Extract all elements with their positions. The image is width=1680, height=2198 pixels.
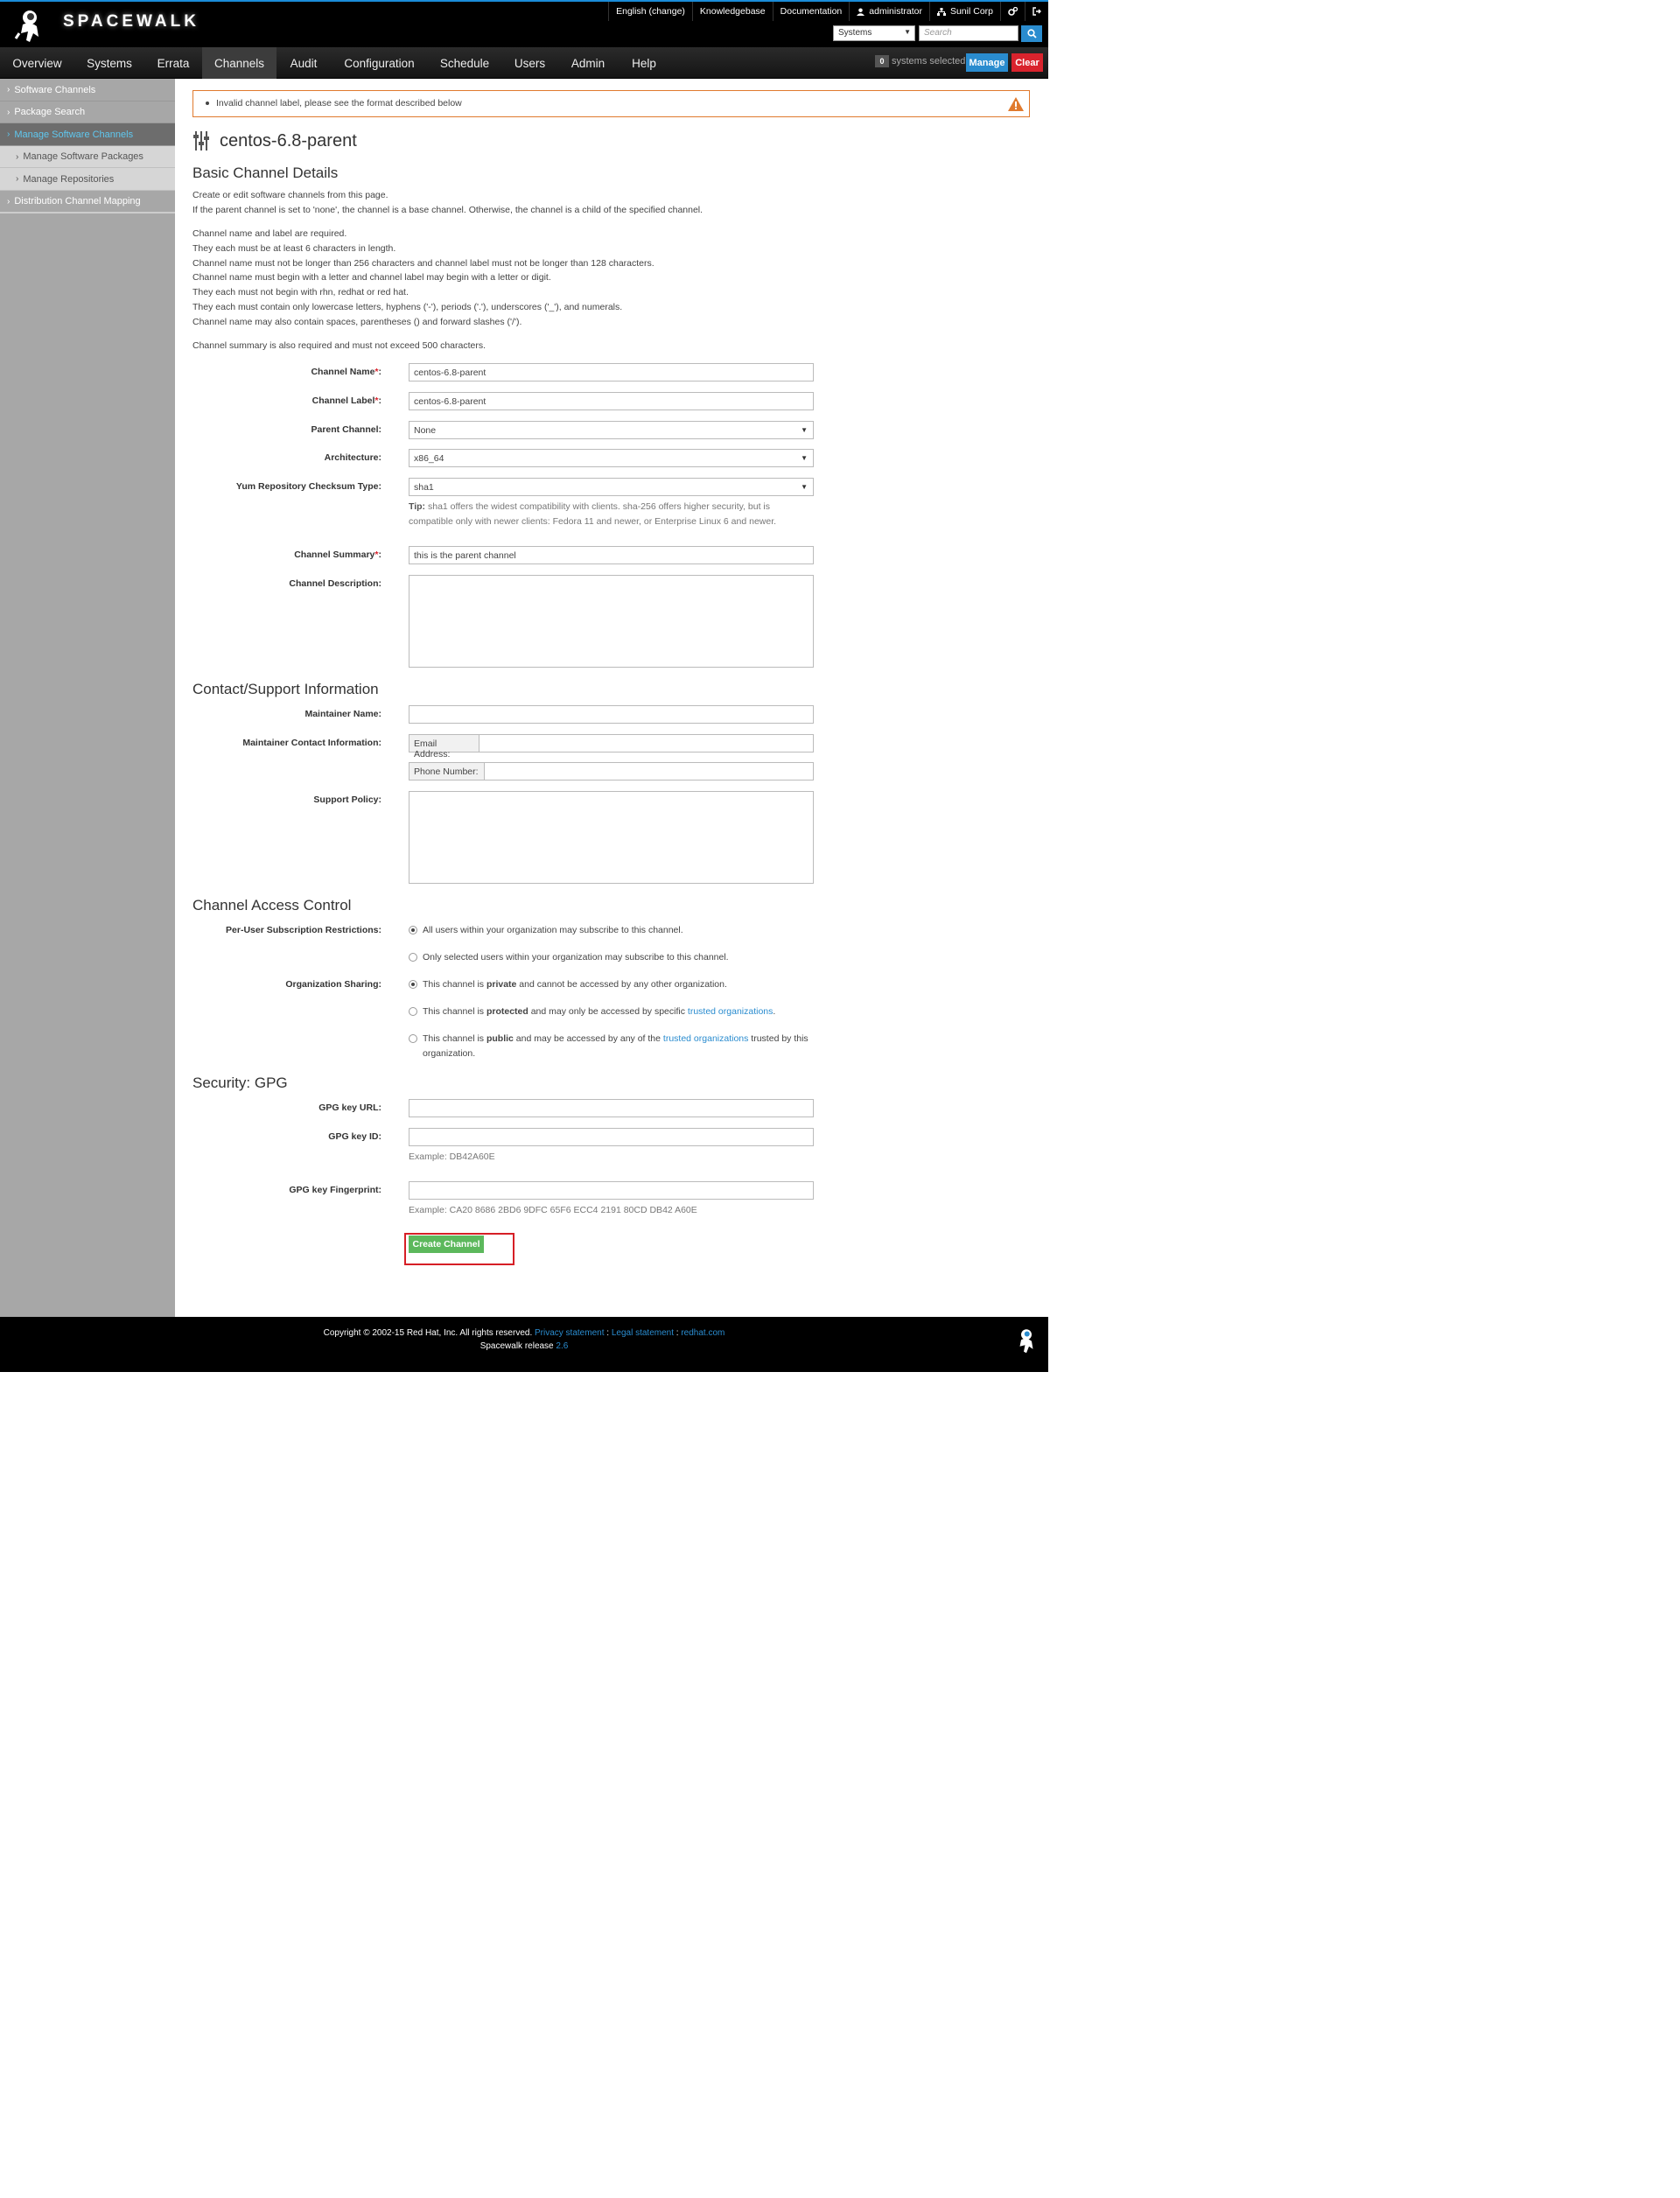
gpg-heading: Security: GPG <box>192 1074 288 1091</box>
rule-line: Channel name must begin with a letter and channel label may begin with a letter or digit. <box>192 272 551 284</box>
gpg-id-input[interactable] <box>409 1128 814 1146</box>
chevron-right-icon: › <box>7 107 10 117</box>
intro-line: Create or edit software channels from this page. <box>192 190 388 200</box>
access-heading: Channel Access Control <box>192 897 352 914</box>
sharing-private-radio[interactable] <box>409 980 417 989</box>
per-user-label: Per-User Subscription Restrictions: <box>226 925 382 935</box>
caret-down-icon: ▼ <box>801 426 808 434</box>
redhat-link[interactable]: redhat.com <box>681 1328 725 1338</box>
release-link[interactable]: 2.6 <box>556 1341 569 1351</box>
utility-bar <box>608 2 1048 21</box>
required-mark: * <box>374 367 379 377</box>
chevron-right-icon: › <box>7 130 10 139</box>
separator: : <box>674 1328 682 1338</box>
phone-addon: Phone Number: <box>409 762 485 780</box>
search-scope-select[interactable] <box>833 25 915 41</box>
legal-link[interactable]: Legal statement <box>611 1328 674 1338</box>
sidebar-item-label: Distribution Channel Mapping <box>14 196 141 206</box>
trusted-orgs-link[interactable]: trusted organizations <box>687 1006 774 1017</box>
label-text: Channel Summary <box>294 550 375 560</box>
sharing-protected-text <box>423 1004 775 1019</box>
org-sharing-label: Organization Sharing: <box>285 979 382 990</box>
search-icon <box>1027 29 1037 38</box>
bullet <box>206 102 209 105</box>
create-channel-button[interactable]: Create Channel <box>409 1236 484 1253</box>
email-input[interactable] <box>480 734 814 752</box>
tab-channels[interactable]: Channels <box>202 47 276 79</box>
label-text: Channel Label <box>312 396 375 406</box>
user-icon <box>857 8 864 16</box>
colon: : <box>378 396 382 406</box>
tab-help[interactable]: Help <box>632 56 656 70</box>
tip-line: compatible only with newer clients: Fedora 11 and newer, or Enterprise Linux 6 and newer. <box>409 516 777 527</box>
selected-value: None <box>414 425 437 436</box>
sign-out-button[interactable] <box>1025 2 1048 21</box>
sidebar-item-distribution-channel-mapping[interactable] <box>0 191 175 214</box>
sidebar-item-label: Package Search <box>14 107 86 117</box>
contact-heading: Contact/Support Information <box>192 681 379 697</box>
spacewalk-astronaut-icon <box>1013 1326 1040 1355</box>
rule-line: They each must be at least 6 characters in length. <box>192 242 396 254</box>
channel-description-label: Channel Description: <box>289 578 382 589</box>
checksum-type-label: Yum Repository Checksum Type: <box>235 481 382 492</box>
tab-audit[interactable]: Audit <box>290 56 318 70</box>
sidebar-item-label: Manage Software Channels <box>14 129 134 140</box>
gpg-url-input[interactable] <box>409 1099 814 1117</box>
rule-line: They each must not begin with rhn, redhat or red hat. <box>192 287 409 298</box>
tab-errata[interactable]: Errata <box>157 56 190 70</box>
maintainer-name-input[interactable] <box>409 705 814 724</box>
sidebar-item-manage-repositories[interactable] <box>0 168 175 191</box>
channel-label-input[interactable]: centos-6.8-parent <box>409 392 814 410</box>
privacy-link[interactable]: Privacy statement <box>535 1328 605 1338</box>
rule-line: Channel name must not be longer than 256 characters and channel label must not be longer than 128 characters. <box>192 257 654 269</box>
sharing-private-text <box>423 977 727 992</box>
text: This channel is <box>423 1006 486 1017</box>
text-bold: private <box>486 979 517 990</box>
colon: : <box>378 367 382 377</box>
per-user-all-radio[interactable] <box>409 926 417 934</box>
required-mark: * <box>374 396 379 406</box>
top-header <box>0 0 1048 47</box>
channel-name-label <box>0 367 382 377</box>
caret-down-icon: ▼ <box>904 28 911 36</box>
sliders-icon <box>193 131 209 150</box>
support-policy-textarea[interactable] <box>409 791 814 884</box>
warning-icon <box>1008 97 1024 111</box>
error-alert <box>192 90 1030 117</box>
tab-configuration[interactable]: Configuration <box>344 56 415 70</box>
channel-name-input[interactable]: centos-6.8-parent <box>409 363 814 382</box>
preferences-button[interactable] <box>1000 2 1025 21</box>
text: This channel is <box>423 979 486 990</box>
chevron-right-icon: › <box>16 174 19 184</box>
architecture-select[interactable] <box>409 449 814 467</box>
text: . <box>773 1006 776 1017</box>
tab-systems[interactable]: Systems <box>87 56 132 70</box>
logo-text[interactable]: SPACEWALK <box>63 12 200 31</box>
intro-line: If the parent channel is set to 'none', the channel is a base channel. Otherwise, the channel is a child of the specified channel. <box>192 204 704 215</box>
support-policy-label: Support Policy: <box>313 794 382 805</box>
page-title: centos-6.8-parent <box>220 131 357 150</box>
maintainer-contact-label: Maintainer Contact Information: <box>242 738 382 748</box>
rule-line: Channel name may also contain spaces, parentheses () and forward slashes ('/'). <box>192 316 522 327</box>
sharing-protected-radio[interactable] <box>409 1007 417 1016</box>
sidebar-item-package-search[interactable] <box>0 102 175 123</box>
user-link[interactable] <box>849 2 929 21</box>
footer-line <box>0 1328 1048 1338</box>
chevron-right-icon: › <box>7 196 10 206</box>
sharing-public-text <box>423 1032 808 1061</box>
user-name: administrator <box>869 6 922 17</box>
text: and cannot be accessed by any other organization. <box>516 979 727 990</box>
gpg-fingerprint-example: Example: CA20 8686 2BD6 9DFC 65F6 ECC4 2191 80CD DB42 A60E <box>409 1205 697 1215</box>
text: This channel is <box>423 1033 486 1044</box>
parent-channel-select[interactable] <box>409 421 814 439</box>
sidebar-item-label: Manage Software Packages <box>23 151 144 162</box>
sidebar-item-manage-software-packages[interactable] <box>0 146 175 168</box>
tab-admin[interactable]: Admin <box>570 56 606 70</box>
org-link[interactable] <box>929 2 1000 21</box>
footer <box>0 1317 1048 1372</box>
sitemap-icon <box>937 8 946 16</box>
required-mark: * <box>374 550 379 560</box>
colon: : <box>378 550 382 560</box>
release-prefix: Spacewalk release <box>480 1341 556 1351</box>
architecture-label: Architecture: <box>324 452 382 463</box>
chevron-right-icon: › <box>7 85 10 94</box>
channel-description-textarea[interactable] <box>409 575 814 668</box>
gpg-id-example: Example: DB42A60E <box>409 1152 495 1162</box>
alert-message: Invalid channel label, please see the format described below <box>216 98 462 108</box>
sidebar-item-manage-software-channels[interactable] <box>0 123 175 146</box>
phone-input[interactable] <box>485 762 814 780</box>
gpg-id-label: GPG key ID: <box>328 1131 382 1142</box>
text: trusted by this <box>748 1033 808 1044</box>
tip-prefix: Tip: <box>409 501 426 512</box>
caret-down-icon: ▼ <box>801 483 808 491</box>
trusted-orgs-link[interactable]: trusted organizations <box>662 1033 749 1044</box>
email-addon: Email Address: <box>409 734 480 752</box>
copyright: Copyright © 2002-15 Red Hat, Inc. All rights reserved. <box>323 1328 533 1338</box>
systems-selected-count: 0 <box>875 55 889 67</box>
sign-out-icon <box>1032 7 1041 16</box>
clear-button[interactable]: Clear <box>1012 53 1043 72</box>
knowledgebase-link[interactable]: Knowledgebase <box>692 2 773 21</box>
text: and may be accessed by any of the <box>513 1033 663 1044</box>
gpg-fingerprint-input[interactable] <box>409 1181 814 1200</box>
manage-button[interactable]: Manage <box>966 53 1008 72</box>
footer-line <box>0 1341 1048 1351</box>
tab-schedule[interactable]: Schedule <box>439 56 490 70</box>
basic-details-heading: Basic Channel Details <box>192 164 339 181</box>
chevron-right-icon: › <box>16 151 19 162</box>
spacewalk-logo-icon[interactable] <box>12 7 47 44</box>
intro-text <box>192 188 703 218</box>
search-input[interactable]: Search <box>919 25 1018 41</box>
sharing-public-radio[interactable] <box>409 1034 417 1043</box>
channel-summary-label <box>0 550 382 560</box>
channel-label-label <box>0 396 382 406</box>
maintainer-name-label: Maintainer Name: <box>304 709 382 719</box>
sidebar-item-label: Manage Repositories <box>23 173 115 185</box>
documentation-link[interactable]: Documentation <box>773 2 850 21</box>
tab-users[interactable]: Users <box>514 56 546 70</box>
text-bold: protected <box>486 1006 528 1017</box>
sidebar-item-label: Software Channels <box>14 84 96 95</box>
summary-note: Channel summary is also required and must not exceed 500 characters. <box>192 340 486 351</box>
checksum-tip <box>409 500 776 529</box>
rule-line: Channel name and label are required. <box>192 228 347 239</box>
parent-channel-label: Parent Channel: <box>311 424 382 435</box>
label-text: Channel Name <box>311 367 375 377</box>
systems-selected-text: systems selected <box>892 56 966 66</box>
org-name: Sunil Corp <box>949 6 993 17</box>
checksum-type-select[interactable] <box>409 478 814 496</box>
sidebar-item-software-channels[interactable] <box>0 79 175 102</box>
per-user-selected-text: Only selected users within your organization may subscribe to this channel. <box>423 952 729 962</box>
channel-summary-input[interactable]: this is the parent channel <box>409 546 814 564</box>
search-scope-value: Systems <box>838 28 872 38</box>
separator: : <box>604 1328 612 1338</box>
tab-overview[interactable]: Overview <box>12 56 62 70</box>
gpg-url-label: GPG key URL: <box>318 1102 382 1113</box>
text: organization. <box>423 1048 476 1059</box>
tip-line: sha1 offers the widest compatibility with clients. sha-256 offers higher security, but is <box>427 501 771 512</box>
selected-value: x86_64 <box>414 453 444 464</box>
gpg-fingerprint-label: GPG key Fingerprint: <box>289 1185 382 1195</box>
text-bold: public <box>486 1033 514 1044</box>
per-user-selected-radio[interactable] <box>409 953 417 962</box>
cogs-icon <box>1008 7 1018 16</box>
language-link[interactable]: English (change) <box>608 2 692 21</box>
caret-down-icon: ▼ <box>801 454 808 462</box>
search-button[interactable] <box>1021 25 1042 42</box>
selected-value: sha1 <box>414 482 434 493</box>
text: and may only be accessed by specific <box>528 1006 688 1017</box>
rules-text <box>192 227 654 330</box>
per-user-all-text: All users within your organization may subscribe to this channel. <box>423 925 683 935</box>
rule-line: They each must contain only lowercase letters, hyphens ('-'), periods ('.'), underscores ('_'), and numerals. <box>192 301 623 312</box>
